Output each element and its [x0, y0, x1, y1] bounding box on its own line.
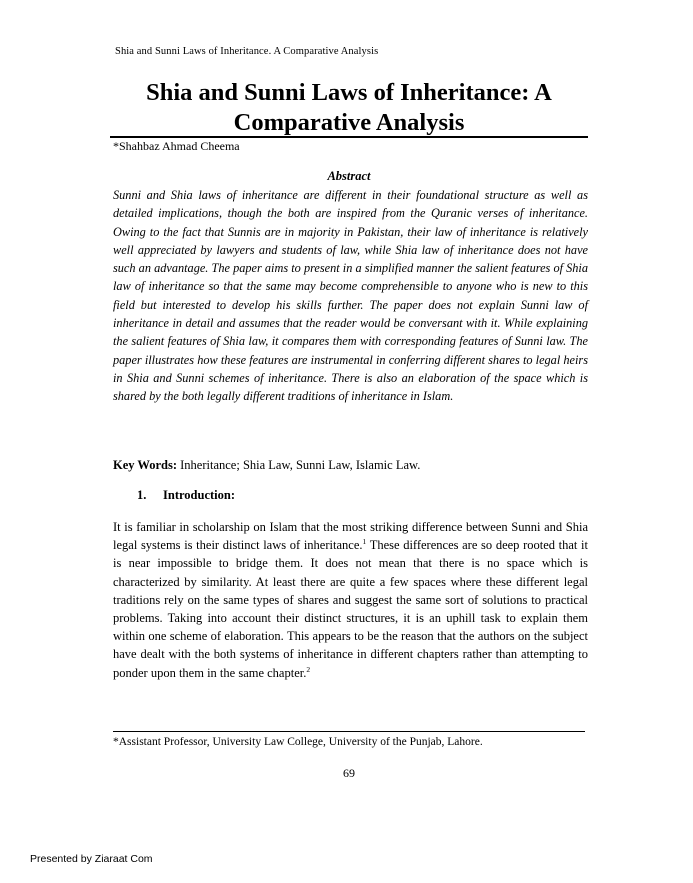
- intro-paragraph: [113, 518, 588, 682]
- author-line: *Shahbaz Ahmad Cheema: [113, 139, 240, 153]
- footnote-ref-1[interactable]: 1: [362, 537, 367, 547]
- abstract-text: Sunni and Shia laws of inheritance are different in their foundational structure as well as detailed implications, though the both are inspired from the Quranic verses of inheritance. Owing to the fact that Sunnis are in majority in Pakistan, their law of inheritance is relatively well appreciated by lawyers and students of law, while Shia law of inheritance does not have such an advantage. The paper aims to present in a simplified manner the salient features of Shia law of inheritance so that the same may become comprehensible to anyone who is new to this field but interested to develop his skills further. The paper does not explain Sunni law of inheritance in detail and assumes that the reader would be conversant with it. While explaining the salient features of Shia law, it compares them with corresponding features of Sunni law. The paper illustrates how these features are instrumental in conferring different shares to legal heirs in Shia and Sunni schemes of inheritance. There is also an elaboration of the space which is shared by the both legally different traditions of inheritance in Islam.: [113, 188, 588, 404]
- section-title: Introduction:: [163, 488, 236, 502]
- watermark: Presented by Ziaraat Com: [30, 853, 153, 865]
- keywords: [113, 458, 588, 473]
- title-rule: [110, 136, 588, 138]
- footnote-rule: [113, 731, 585, 732]
- running-head: Shia and Sunni Laws of Inheritance. A Comparative Analysis: [115, 46, 379, 57]
- keywords-label: Key Words:: [113, 458, 178, 472]
- section-heading: [137, 488, 235, 503]
- section-number: 1.: [137, 488, 147, 502]
- page-number: 69: [343, 766, 355, 780]
- footnote-ref-2[interactable]: 2: [306, 664, 311, 674]
- abstract-heading: Abstract: [327, 169, 371, 183]
- keywords-text: Inheritance; Shia Law, Sunni Law, Islamic Law.: [180, 458, 421, 472]
- intro-text-part1: It is familiar in scholarship on Islam that the most striking difference between Sunni and Shia legal systems is their distinct laws of inheritance.: [113, 520, 588, 553]
- footnote-text: *Assistant Professor, University Law College, University of the Punjab, Lahore.: [113, 736, 483, 748]
- paper-title: Shia and Sunni Laws of Inheritance: A Comparative Analysis: [146, 79, 552, 136]
- intro-text-part2: These differences are so deep rooted that it is near impossible to bridge them. It does not mean that there is no space which is characterized by similarity. At least there are quite a few spaces where these different legal traditions rely on the same types of shares and suggest the same sort of solutions to practical problems. Taking into account their distinct structures, it is an uphill task to explain them within one scheme of elaboration. This appears to be the reason that the authors on the subject have dealt with the both systems of inheritance in different chapters rather than attempting to ponder upon them in the same chapter.: [113, 538, 589, 680]
